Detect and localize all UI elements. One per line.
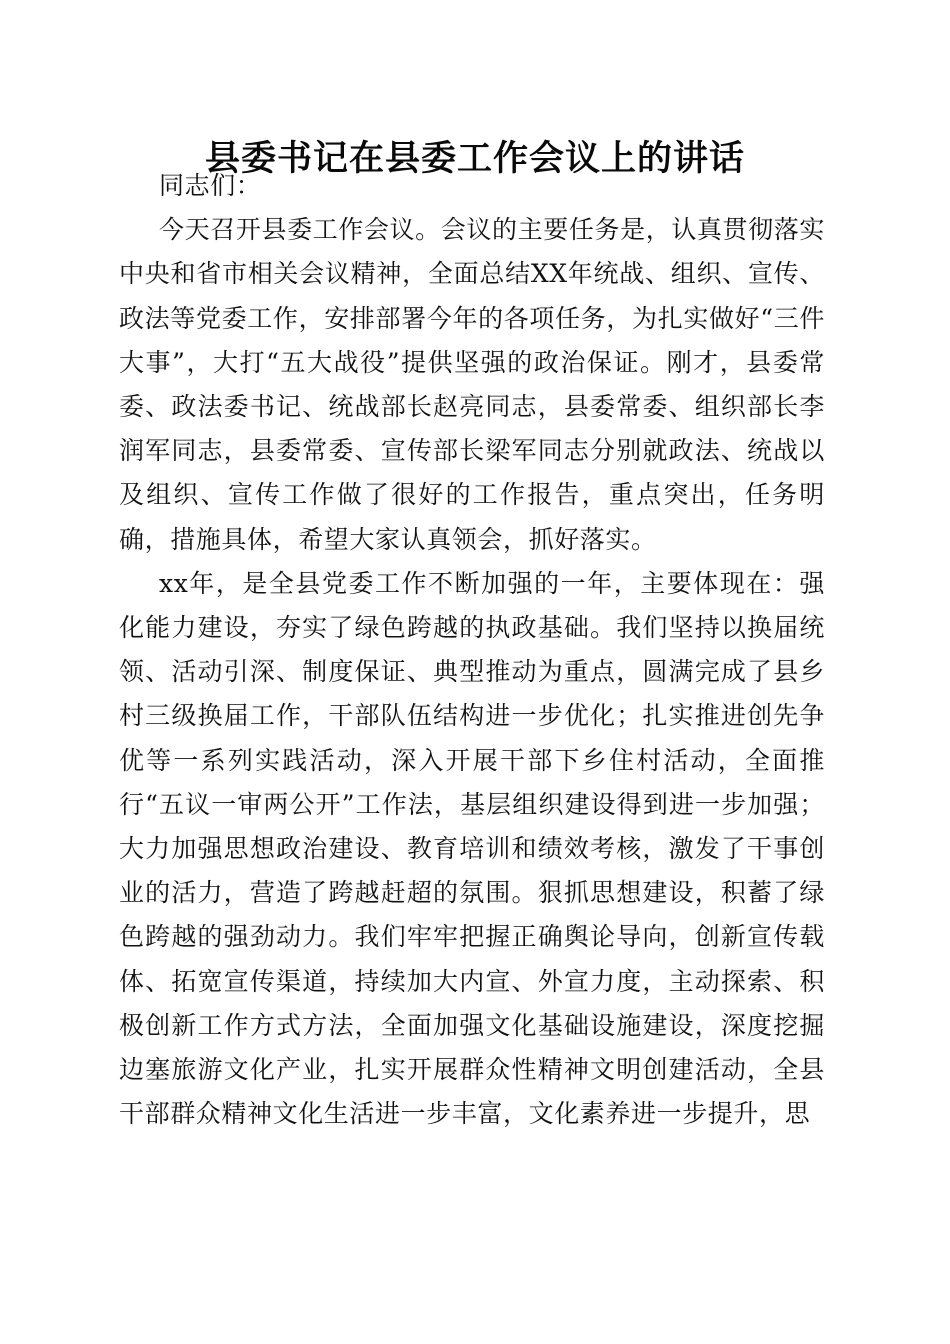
paragraph-2: xx年，是全县党委工作不断加强的一年，主要体现在：强化能力建设，夯实了绿色跨越的执政基础。我们坚持以换届统领、活动引深、制度保证、典型推动为重点，圆满完成了县乡村三级换届工作，干部队伍结构进一步优化；扎实推进创先争优等一系列实践活动，深入开展干部下乡住村活动，全面推行“五议一审两公开”工作法，基层组织建设得到进一步加强；大力加强思想政治建设、教育培训和绩效考核，激发了干事创业的活力，营造了跨越赶超的氛围。狠抓思想建设，积蓄了绿色跨越的强劲动力。我们牢牢把握正确舆论导向，创新宣传载体、拓宽宣传渠道，持续加大内宣、外宣力度，主动探索、积极创新工作方式方法，全面加强文化基础设施建设，深度挖掘边塞旅游文化产业，扎实开展群众性精神文明创建活动，全县干部群众精神文化生活进一步丰富，文化素养进一步提升，思 [119, 568, 825, 1129]
paragraph-1: 今天召开县委工作会议。会议的主要任务是，认真贯彻落实中央和省市相关会议精神，全面总结XX年统战、组织、宣传、政法等党委工作，安排部署今年的各项任务，为扎实做好“三件大事”，大打“五大战役”提供坚强的政治保证。刚才，县委常委、政法委书记、统战部长赵亮同志，县委常委、组织部长李润军同志，县委常委、宣传部长梁军同志分别就政法、统战以及组织、宣传工作做了很好的工作报告，重点突出，任务明确，措施具体，希望大家认真领会，抓好落实。 [119, 215, 825, 554]
document-title: 县委书记在县委工作会议上的讲话 [204, 138, 745, 179]
document-body [119, 164, 825, 1136]
salutation: 同志们： [159, 171, 262, 200]
